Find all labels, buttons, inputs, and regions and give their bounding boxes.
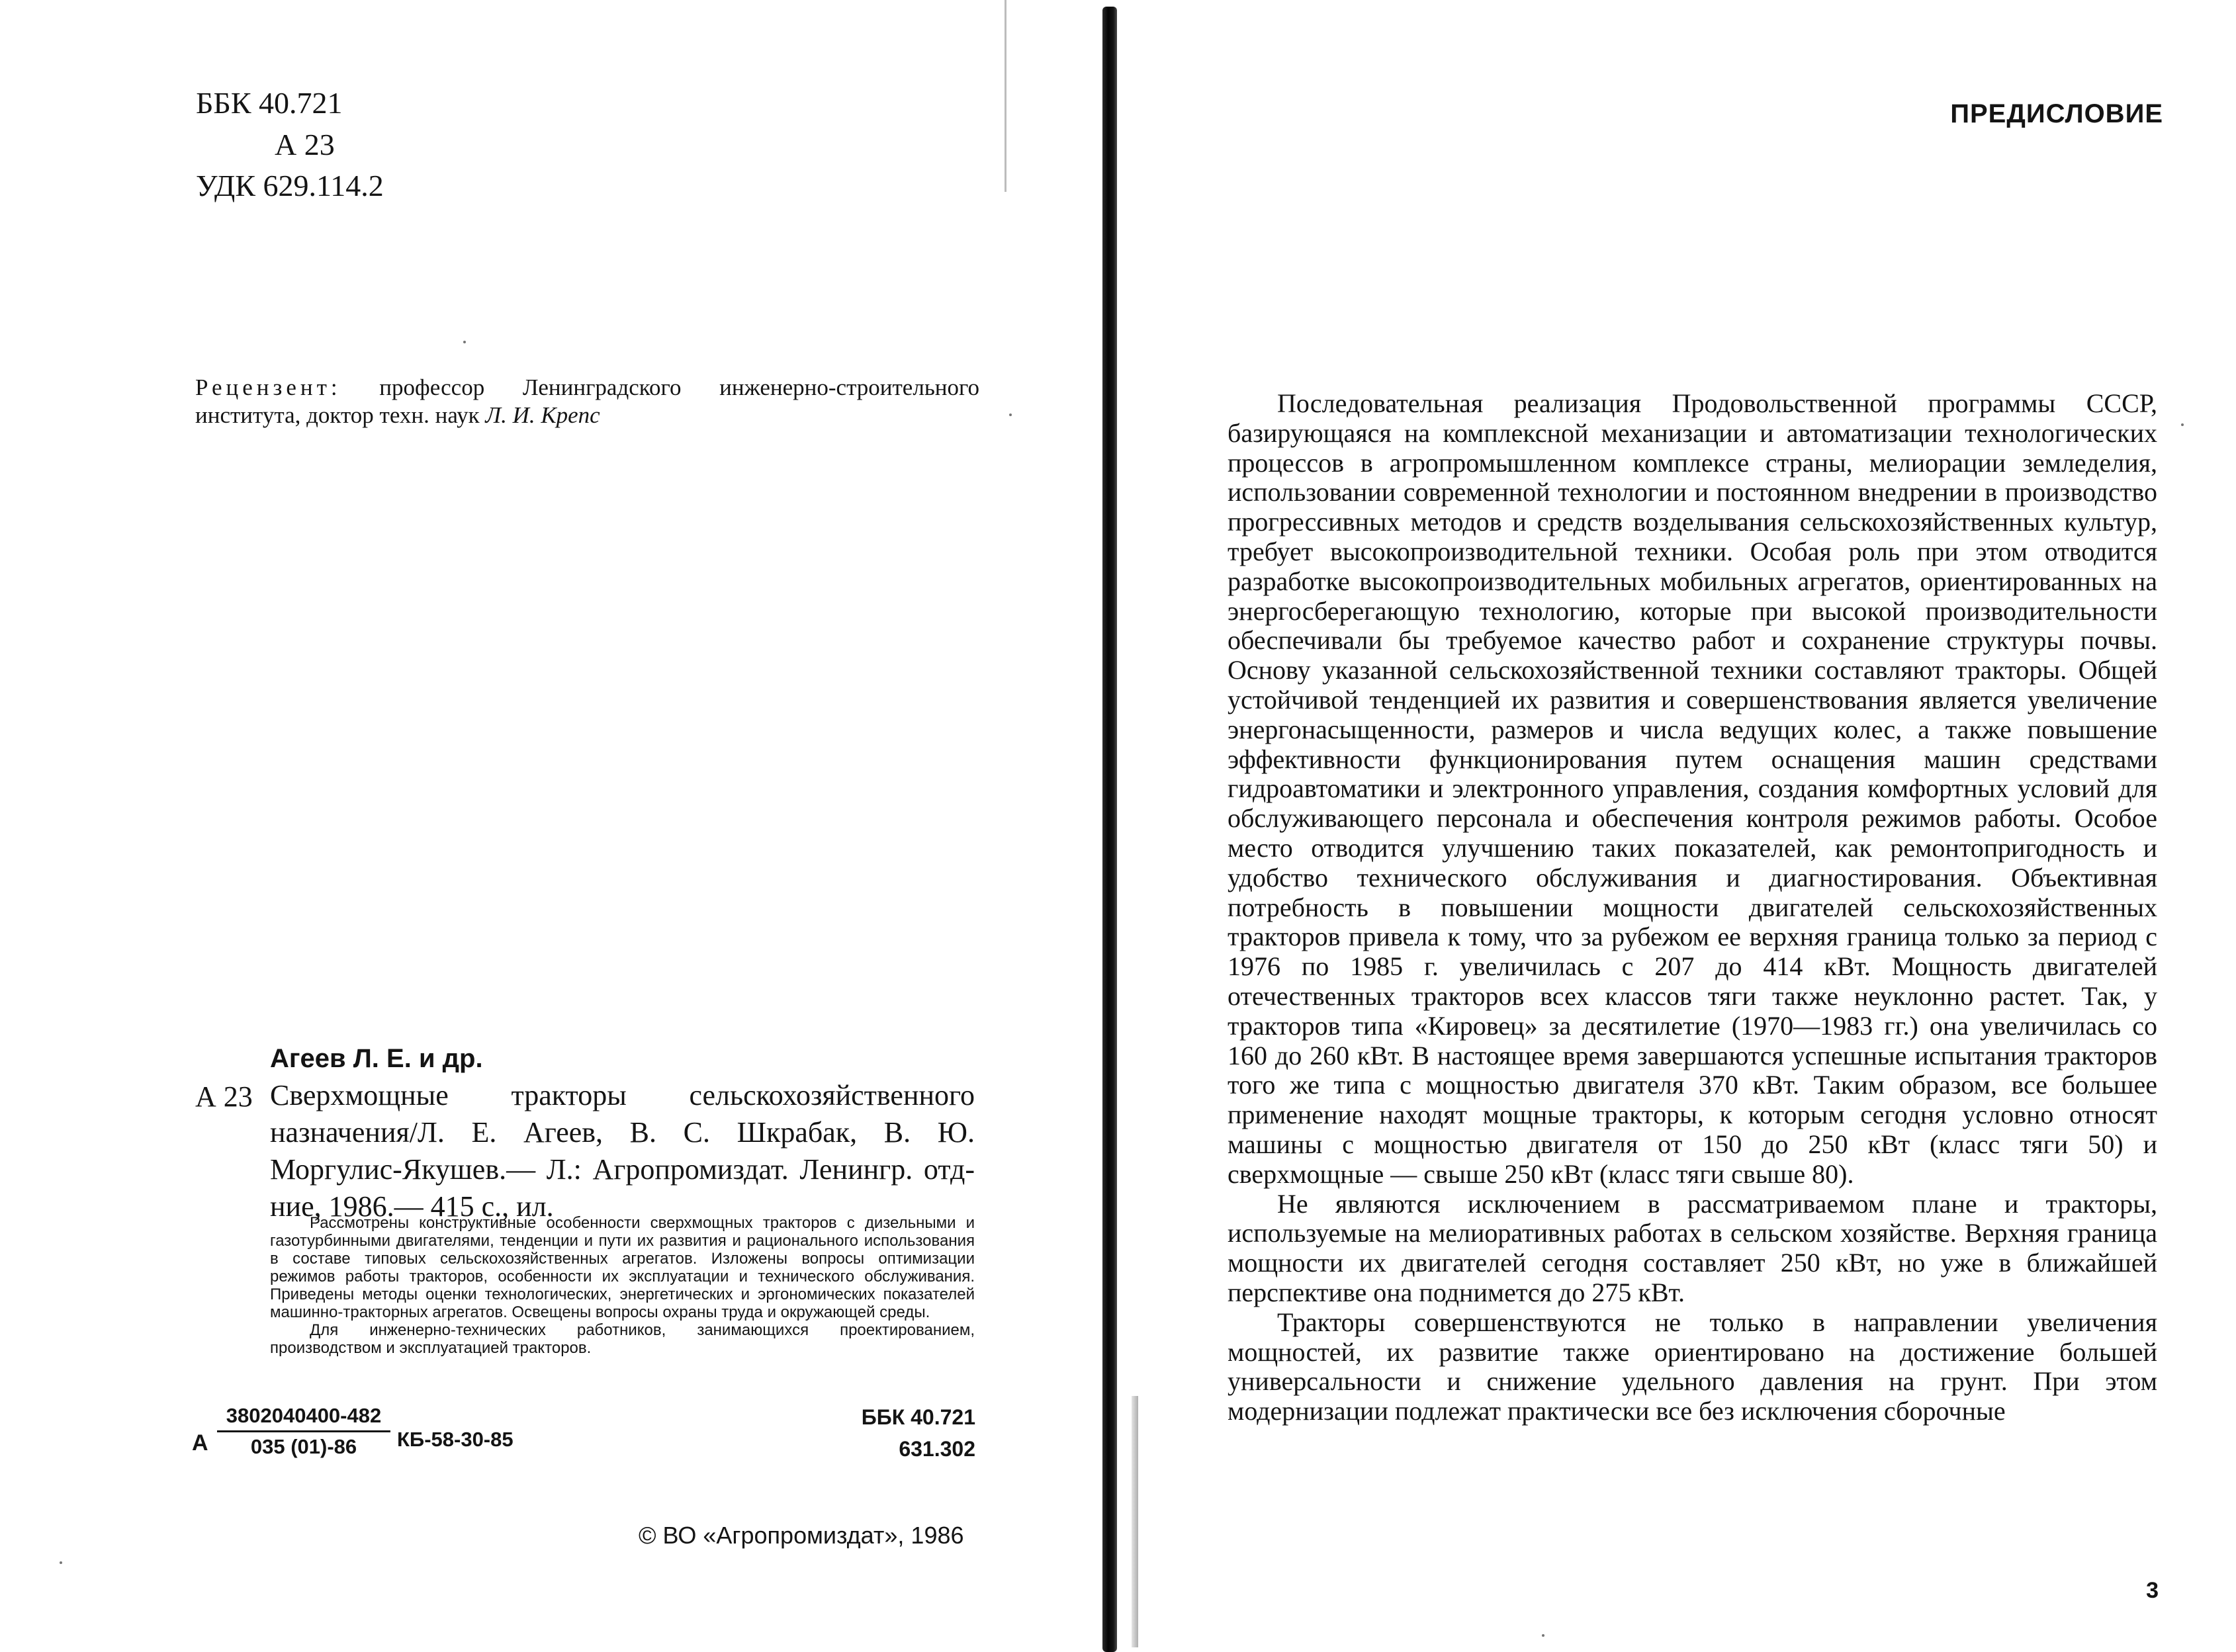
preface-body [1228,389,2157,1426]
bbk-bottom-sub: 631.302 [899,1437,975,1461]
catalog-index: А 23 [195,1080,253,1113]
isbn-letter: А [192,1430,208,1456]
preface-paragraph-1: Последовательная реализация Продовольственной программы СССР, базирующаяся на комплексной механизации и автоматизации технологических процессов в агропромышленном комплексе страны, мелиорации земледелия, использовании современной технологии и постоянном внедрении в производство прогрессивных методов и средств возделывания сельскохозяйственных культур, требует высокопроизводительной техники. Особая роль при этом отводится разработке высокопроизводительных мобильных агрегатов, ориентированных на энергосберегающую технологию, которые при высокой производительности обеспечивали бы требуемое качество работ и сохранение структуры почвы. Основу указанной сельскохозяйственной техники составляют тракторы. Общей устойчивой тенденцией их развития и совершенствования является увеличение энергонасыщенности, размеров и числа ведущих колес, а также повышение эффективности функционирования путем оснащения машин средствами гидроавтоматики и электронного управления, создания комфортных условий для обслуживающего персонала и обеспечения контроля режимов работы. Особое место отводится улучшению таких показателей, как ремонтопригодность и удобство технического обслуживания и диагностирования. Объективная потребность в повышении мощности двигателей сельскохозяйственных тракторов привела к тому, что за рубежом ее верхняя граница только за период с 1976 по 1985 г. увеличилась с 207 до 414 кВт. Мощность двигателей отечественных тракторов всех классов тяги также неуклонно растет. Так, у тракторов типа «Кировец» за десятилетие (1970—1983 гг.) она увеличилась со 160 до 260 кВт. В настоящее время завершаются успешные испытания тракторов того же типа с мощностью двигателя 370 кВт. Таким образом, все большее применение находят мощные тракторы, к которым сегодня условно относят машины с мощностью двигателя от 150 до 250 кВт (класс тяги 50) и сверхмощные — свыше 250 кВт (класс тяги свыше 80). [1228,388,2157,1189]
scan-speck [463,341,466,343]
scan-speck [1542,1634,1544,1637]
bbk-bottom-block [862,1401,975,1465]
preface-paragraph-2: Не являются исключением в рассматриваемом плане и тракторы, используемые на мелиоративных работах в сельском хозяйстве. Верхняя граница мощности их двигателей сегодня составляет 250 кВт, но уже в ближайшей перспективе она поднимется до 275 кВт. [1228,1188,2157,1307]
isbn-numerator: 3802040400-482 [217,1401,390,1432]
scan-speck [60,1561,62,1564]
bbk-code: ББК 40.721 [196,86,343,120]
annotation-audience: Для инженерно-технических работников, занимающихся проектированием, производством и эксплуатацией тракторов. [270,1321,975,1357]
udk-code: УДК 629.114.2 [196,169,384,202]
page-fold-line [1005,0,1006,192]
reviewer-name: Л. И. Крепс [485,402,600,428]
scan-speck [2181,423,2184,426]
section-heading: ПРЕДИСЛОВИЕ [1950,99,2163,128]
book-authors: Агеев Л. Е. и др. [270,1044,483,1073]
isbn-denominator: 035 (01)-86 [250,1435,357,1458]
reviewer-note [195,374,979,429]
bbk-bottom-code: ББК 40.721 [861,1405,975,1429]
kb-code: КБ-58-30-85 [397,1428,514,1451]
copyright-line: © ВО «Агропромиздат», 1986 [639,1522,964,1549]
scan-speck [1009,413,1012,416]
annotation [270,1214,975,1357]
reviewer-label: Рецензент: [195,374,341,400]
book-gutter-shadow [1102,7,1117,1652]
page-number: 3 [2146,1578,2159,1603]
annotation-summary: Рассмотрены конструктивные особенности сверхмощных тракторов с дизельными и газотурбинными двигателями, тенденции и пути их развития и рационального использования в составе типовых сельскохозяйственных агрегатов. Изложены вопросы оптимизации режимов работы тракторов, особенности их эксплуатации и технического обслуживания. Приведены методы оценки технологических, энергетических и эргономических показателей машинно-тракторных агрегатов. Освещены вопросы охраны труда и окружающей среды. [270,1214,975,1321]
isbn-fraction [217,1401,390,1461]
preface-paragraph-3: Тракторы совершенствуются не только в направлении увеличения мощностей, их развитие также ориентировано на достижение большей универсальности и снижение удельного давления на грунт. При этом модернизации подлежат практически все без исключения сборочные [1228,1307,2157,1426]
gutter-edge-shadow [1132,1396,1138,1647]
reviewer-text: профессор Ленинградского инженерно-строительного института, доктор техн. наук [195,374,979,428]
author-sign: А 23 [275,128,335,161]
bibliographic-record: Сверхмощные тракторы сельскохозяйственного назначения/Л. Е. Агеев, В. С. Шкрабак, В. Ю. Моргулис-Якушев.— Л.: Агропромиздат. Ленингр. отд-ние, 1986.— 415 с., ил. [270,1079,975,1223]
